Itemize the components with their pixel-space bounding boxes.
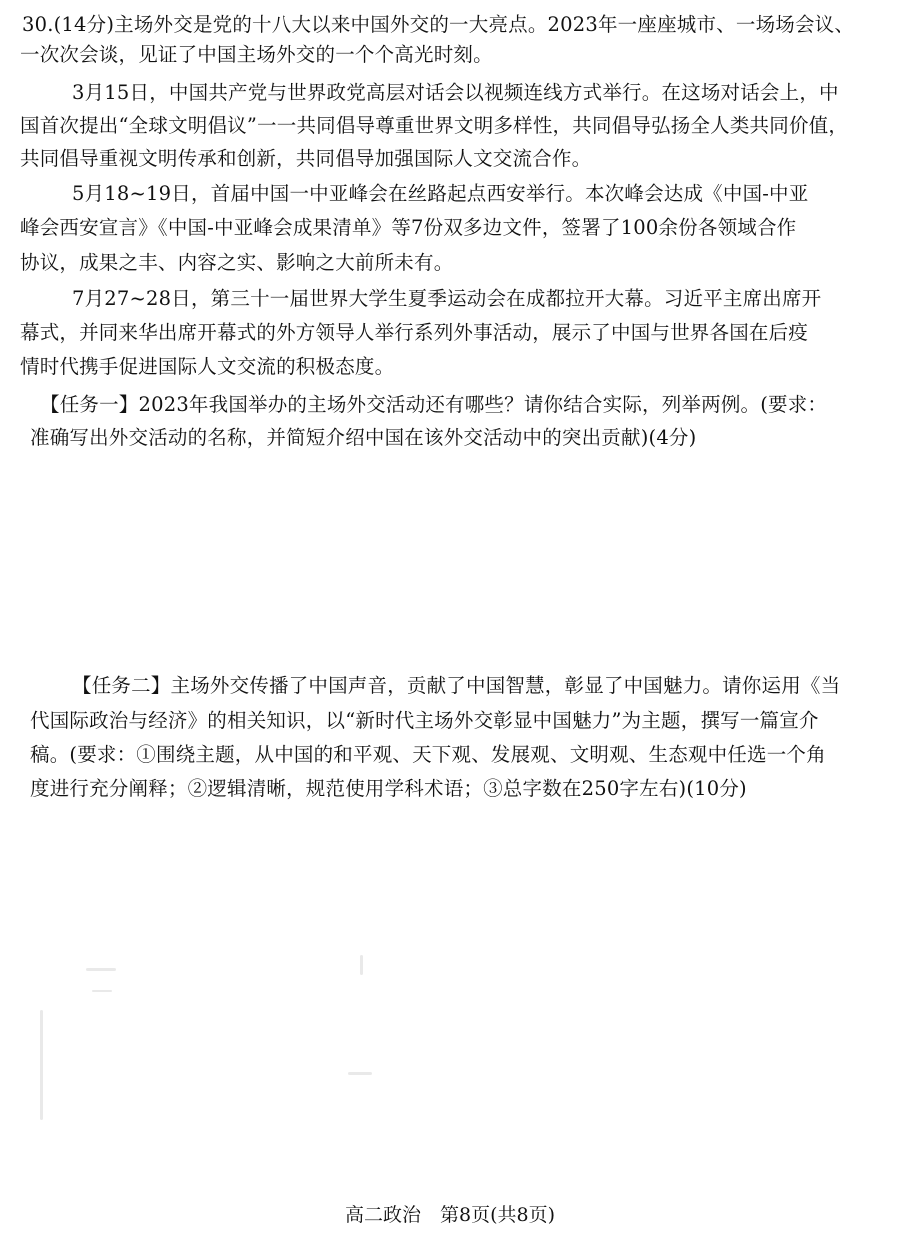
task1-line-2: 准确写出外交活动的名称，并简短介绍中国在该外交活动中的突出贡献)(4分) — [30, 426, 697, 449]
task2-line-1: 【任务二】主场外交传播了中国声音，贡献了中国智慧，彰显了中国魅力。请你运用《当 — [72, 674, 841, 697]
para2-line-3: 协议，成果之丰、内容之实、影响之大前所未有。 — [20, 251, 454, 274]
task1-line-1: 【任务一】2023年我国举办的主场外交活动还有哪些？请你结合实际，列举两例。(要求： — [40, 393, 828, 416]
page-footer: 高二政治 第8页(共8页) — [344, 1204, 555, 1226]
scan-smudge — [92, 990, 112, 992]
para3-line-2: 幕式，并同来华出席开幕式的外方领导人举行系列外事活动，展示了中国与世界各国在后疫 — [20, 321, 809, 344]
scan-smudge — [86, 968, 116, 971]
question-line-1: 30.(14分)主场外交是党的十八大以来中国外交的一大亮点。2023年一座座城市、一场场会议、 — [22, 13, 855, 36]
scan-smudge — [40, 1010, 43, 1120]
scan-smudge — [348, 1072, 372, 1075]
para2-line-2: 峰会西安宣言》《中国-中亚峰会成果清单》等7份双多边文件，签署了100余份各领域合作 — [20, 216, 797, 239]
scan-smudge — [360, 955, 363, 975]
para2-line-1: 5月18~19日，首届中国一中亚峰会在丝路起点西安举行。本次峰会达成《中国-中亚 — [72, 182, 809, 205]
task2-line-4: 度进行充分阐释；②逻辑清晰，规范使用学科术语；③总字数在250字左右)(10分) — [30, 777, 747, 800]
task2-line-2: 代国际政治与经济》的相关知识，以“新时代主场外交彰显中国魅力”为主题，撰写一篇宣介 — [30, 709, 819, 732]
para1-line-3: 共同倡导重视文明传承和创新，共同倡导加强国际人文交流合作。 — [20, 147, 592, 170]
para3-line-3: 情时代携手促进国际人文交流的积极态度。 — [20, 355, 395, 378]
para3-line-1: 7月27~28日，第三十一届世界大学生夏季运动会在成都拉开大幕。习近平主席出席开 — [72, 287, 822, 310]
question-line-2: 一次次会谈，见证了中国主场外交的一个个高光时刻。 — [20, 43, 493, 66]
task2-line-3: 稿。(要求：①围绕主题，从中国的和平观、天下观、发展观、文明观、生态观中任选一个角 — [30, 743, 826, 766]
para1-line-1: 3月15日，中国共产党与世界政党高层对话会以视频连线方式举行。在这场对话会上，中 — [72, 81, 839, 104]
para1-line-2: 国首次提出“全球文明倡议”一一共同倡导尊重世界文明多样性，共同倡导弘扬全人类共同价值， — [20, 114, 849, 137]
